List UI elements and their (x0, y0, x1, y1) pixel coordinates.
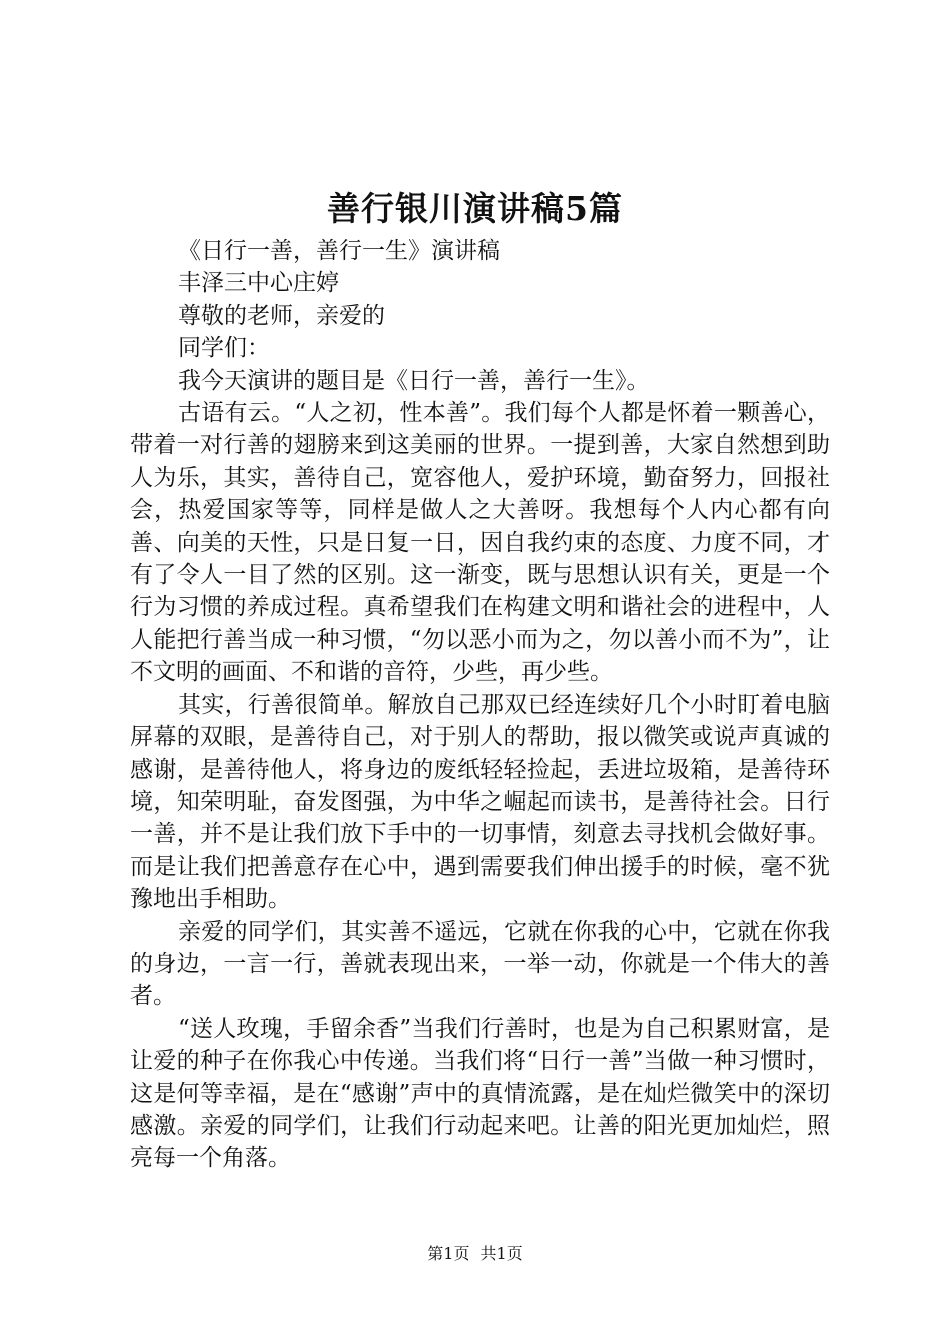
author-line: 丰泽三中心庄婷 (178, 270, 339, 297)
body-paragraph: 古语有云。“人之初，性本善”。我们每个人都是怀着一颗善心，带着一对行善的翅膀来到这美丽的世界。一提到善，大家自然想到助人为乐，其实，善待自己，宽容他人，爱护环境，勤奋努力，回报社会，热爱国家等等，同样是做人之大善呀。我想每个人内心都有向善、向美的天性，只是日复一日，因自我约束的态度、力度不同，才有了令人一目了然的区别。这一渐变，既与思想认识有关，更是一个行为习惯的养成过程。真希望我们在构建文明和谐社会的进程中，人人能把行善当成一种习惯，“勿以恶小而为之，勿以善小而不为”，让不文明的画面、不和谐的音符，少些，再少些。 (130, 400, 830, 686)
body-paragraph: 其实，行善很简单。解放自己那双已经连续好几个小时盯着电脑屏幕的双眼，是善待自己，对于别人的帮助，报以微笑或说声真诚的感谢，是善待他人，将身边的废纸轻轻捡起，丢进垃圾箱，是善待环境，知荣明耻，奋发图强，为中华之崛起而读书，是善待社会。日行一善，并不是让我们放下手中的一切事情，刻意去寻找机会做好事。而是让我们把善意存在心中，遇到需要我们伸出援手的时候，毫不犹豫地出手相助。 (130, 691, 830, 913)
body-paragraph: “送人玫瑰，手留余香”当我们行善时，也是为自己积累财富，是让爱的种子在你我心中传递。当我们将“日行一善”当做一种习惯时，这是何等幸福，是在“感谢”声中的真情流露，是在灿烂微笑中的深切感激。亲爱的同学们，让我们行动起来吧。让善的阳光更加灿烂，照亮每一个角落。 (130, 1015, 830, 1172)
body-paragraph: 亲爱的同学们，其实善不遥远，它就在你我的心中，它就在你我的身边，一言一行，善就表现出来，一举一动，你就是一个伟大的善者。 (130, 918, 830, 1010)
page-footer (0, 1243, 950, 1265)
page-number: 第1页 (427, 1244, 470, 1263)
salutation-line-2: 同学们： (178, 335, 270, 362)
intro-paragraph: 我今天演讲的题目是《日行一善，善行一生》。 (178, 367, 650, 394)
page-total: 共1页 (480, 1244, 523, 1263)
page-title: 善行银川演讲稿5篇 (327, 189, 623, 228)
document-body (130, 235, 830, 1175)
salutation-line: 尊敬的老师，亲爱的 (178, 302, 385, 329)
speech-title-line: 《日行一善，善行一生》演讲稿 (178, 238, 500, 264)
